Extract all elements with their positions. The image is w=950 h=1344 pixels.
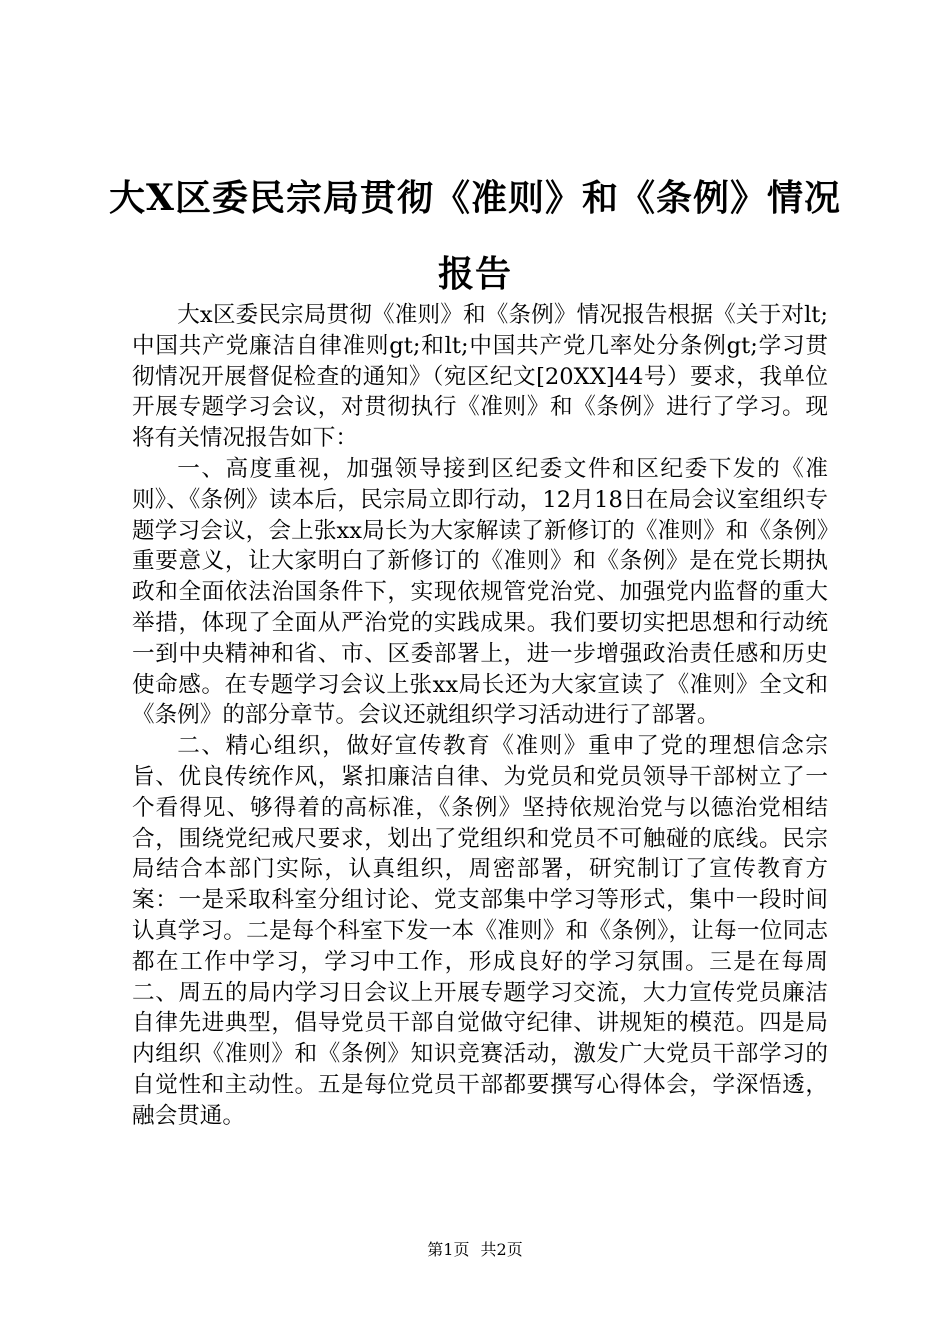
paragraph-section-one: 一、高度重视，加强领导接到区纪委文件和区纪委下发的《准则》、《条例》读本后，民宗局立即行动，12月18日在局会议室组织专题学习会议，会上张xx局长为大家解读了新修订的《准则》和《条例》重要意义，让大家明白了新修订的《准则》和《条例》是在党长期执政和全面依法治国条件下，实现依规管党治党、加强党内监督的重大举措，体现了全面从严治党的实践成果。我们要切实把思想和行动统一到中央精神和省、市、区委部署上，进一步增强政治责任感和历史使命感。在专题学习会议上张xx局长还为大家宣读了《准则》全文和《条例》的部分章节。会议还就组织学习活动进行了部署。 (132, 455, 828, 729)
page-number-total: 共2页 (480, 1240, 523, 1259)
page-number-current: 第1页 (427, 1240, 470, 1259)
document-title: 大X区委民宗局贯彻《准则》和《条例》情况报告 (109, 177, 841, 295)
paragraph-section-two: 二、精心组织，做好宣传教育《准则》重申了党的理想信念宗旨、优良传统作风，紧扣廉洁自律、为党员和党员领导干部树立了一个看得见、够得着的高标准，《条例》坚持依规治党与以德治党相结合，围绕党纪戒尺要求，划出了党组织和党员不可触碰的底线。民宗局结合本部门实际，认真组织，周密部署，研究制订了宣传教育方案：一是采取科室分组讨论、党支部集中学习等形式，集中一段时间认真学习。二是每个科室下发一本《准则》和《条例》，让每一位同志都在工作中学习，学习中工作，形成良好的学习氛围。三是在每周二、周五的局内学习日会议上开展专题学习交流，大力宣传党员廉洁自律先进典型，倡导党员干部自觉做守纪律、讲规矩的模范。四是局内组织《准则》和《条例》知识竞赛活动，激发广大党员干部学习的自觉性和主动性。五是每位党员干部都要撰写心得体会，学深悟透，融会贯通。 (132, 733, 828, 1129)
page-footer (0, 1240, 950, 1260)
paragraph-intro: 大x区委民宗局贯彻《准则》和《条例》情况报告根据《关于对lt;中国共产党廉洁自律准则gt;和lt;中国共产党几率处分条例gt;学习贯彻情况开展督促检查的通知》（宛区纪文[20XX]44号）要求，我单位开展专题学习会议，对贯彻执行《准则》和《条例》进行了学习。现将有关情况报告如下： (132, 302, 828, 452)
document-body (132, 300, 828, 1132)
